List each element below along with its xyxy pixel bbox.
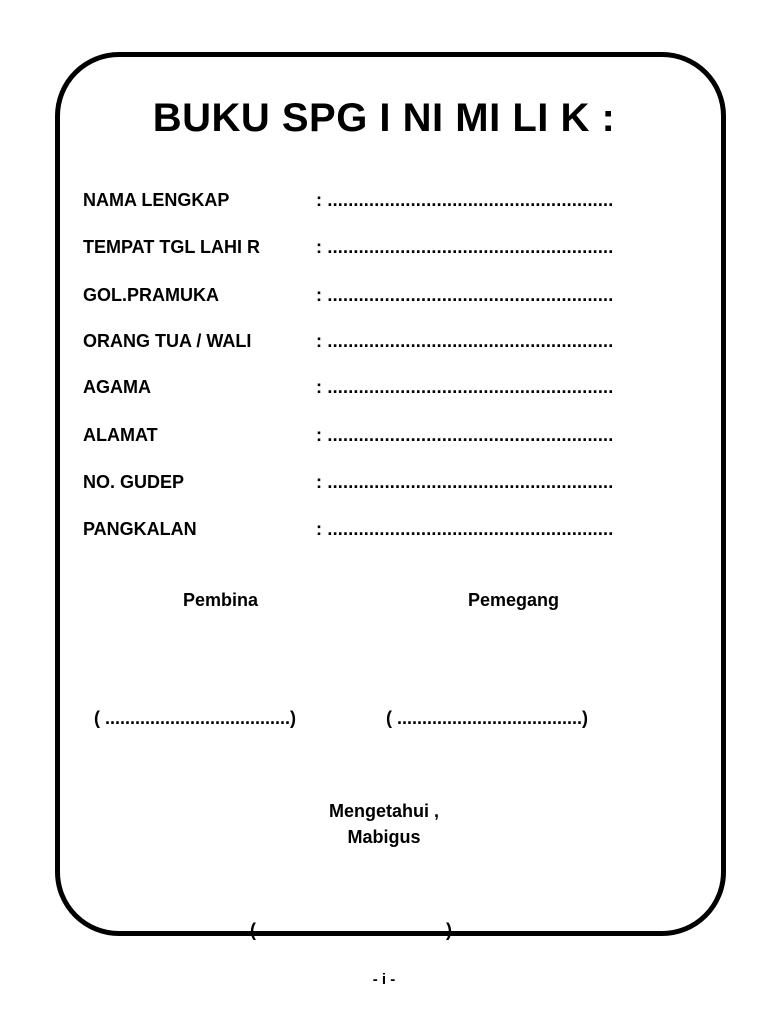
field-gol-pramuka (83, 285, 703, 309)
pemegang-label: Pemegang (468, 590, 560, 610)
field-value: : ....................................................... (316, 519, 614, 539)
field-label: GOL.PRAMUKA (83, 285, 219, 305)
field-agama (83, 377, 703, 401)
field-orang-tua-wali (83, 331, 703, 355)
field-label: PANGKALAN (83, 519, 197, 539)
field-no-gudep (83, 472, 703, 496)
document-title: BUKU SPG I NI MI LI K : (152, 96, 616, 140)
acknowledge-text: Mengetahui , (328, 801, 439, 821)
field-label: ALAMAT (83, 425, 158, 445)
field-value: : ....................................................... (316, 285, 614, 305)
field-label: AGAMA (83, 377, 151, 397)
field-value: : ....................................................... (316, 425, 614, 445)
field-tempat-tgl-lahir (83, 237, 703, 261)
field-pangkalan (83, 519, 703, 543)
field-value: : ....................................................... (316, 472, 614, 492)
field-alamat (83, 425, 703, 449)
field-value: : ....................................................... (316, 331, 614, 351)
field-label: NO. GUDEP (83, 472, 185, 492)
field-value: : ....................................................... (316, 237, 614, 257)
field-label: TEMPAT TGL LAHI R (83, 237, 260, 257)
field-nama-lengkap (83, 190, 703, 214)
page-number: - i - (372, 971, 396, 988)
pemegang-signature-line: ( .....................................) (386, 708, 589, 728)
mabigus-signature-line: ( .....................................) (250, 920, 453, 940)
pembina-label: Pembina (183, 590, 259, 610)
acknowledge-role: Mabigus (347, 827, 421, 847)
field-label: ORANG TUA / WALI (83, 331, 252, 351)
field-value: : ....................................................... (316, 190, 614, 210)
field-label: NAMA LENGKAP (83, 190, 230, 210)
acknowledgement (284, 798, 484, 850)
field-value: : ....................................................... (316, 377, 614, 397)
pembina-signature-line: ( .....................................) (94, 708, 297, 728)
